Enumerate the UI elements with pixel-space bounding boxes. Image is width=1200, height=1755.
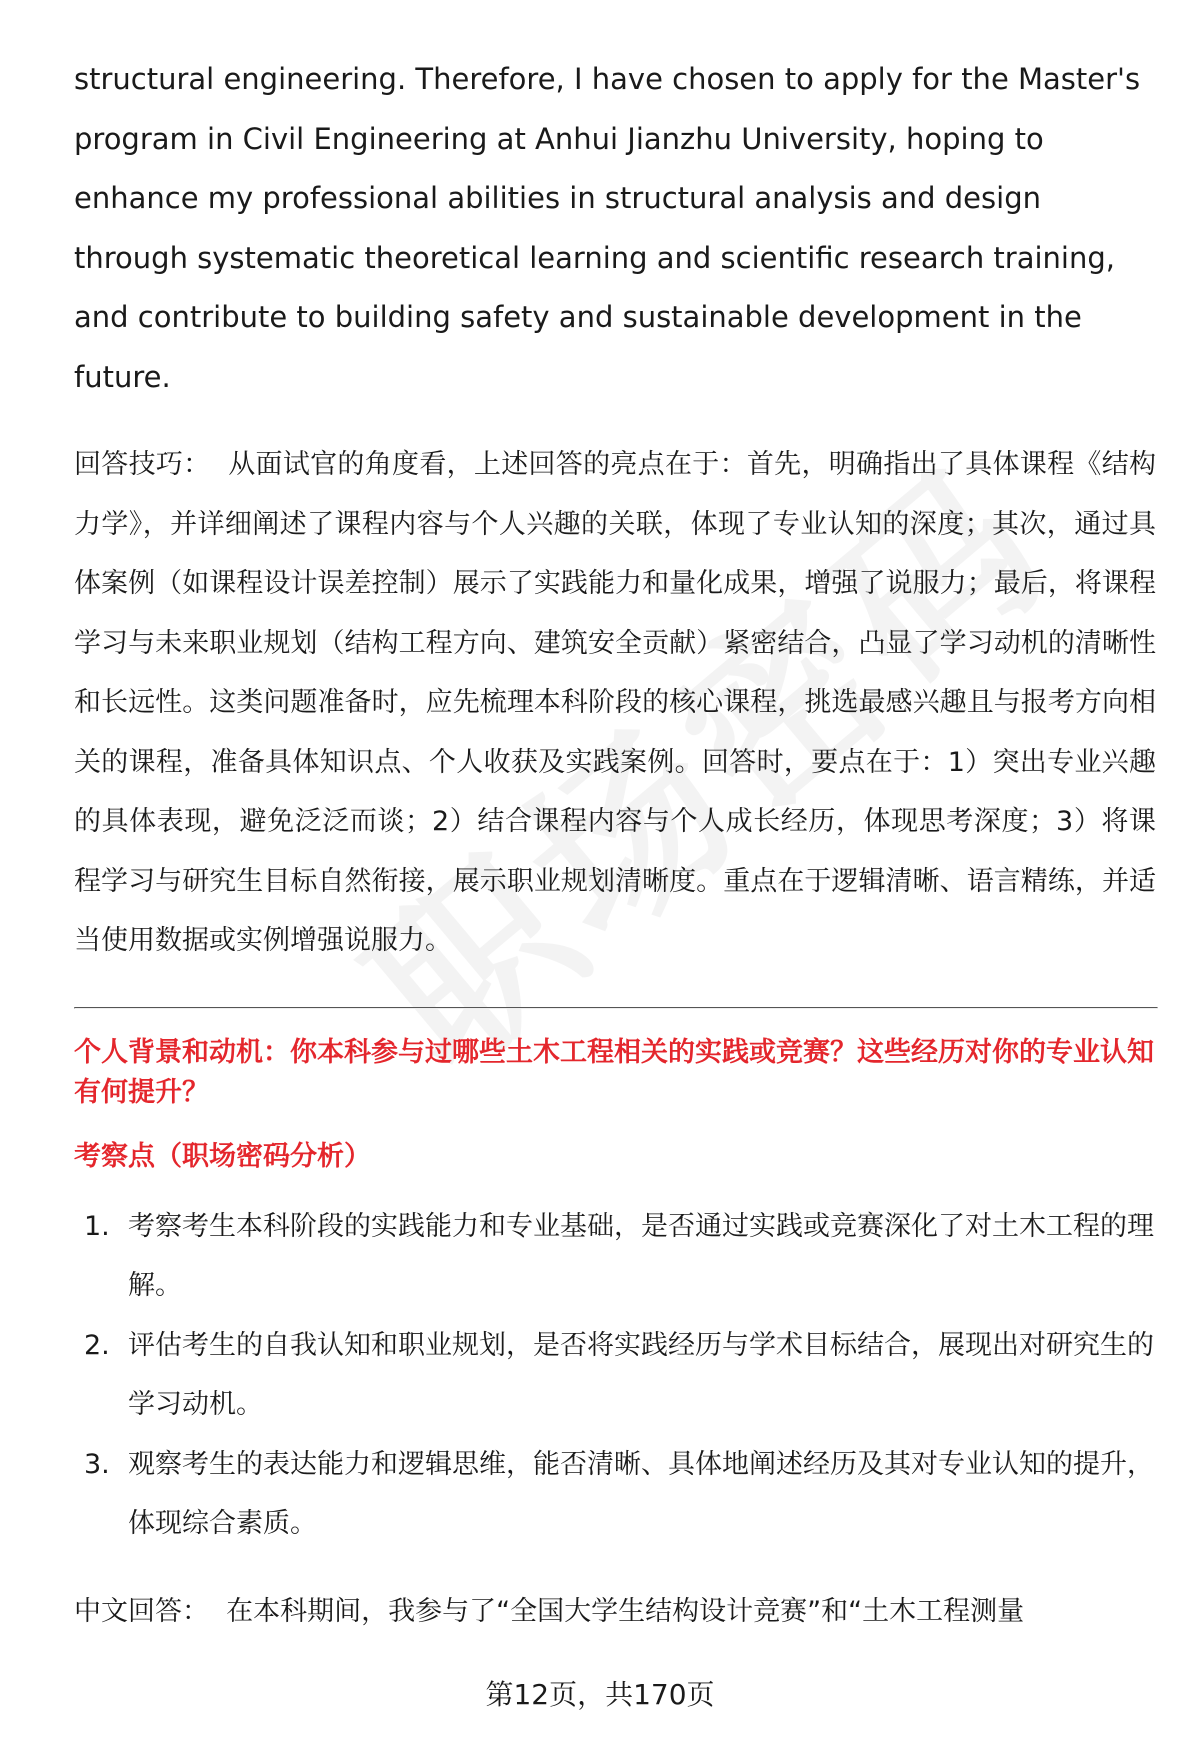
list-item-number: 3. bbox=[84, 1448, 110, 1480]
answer-tips-label: 回答技巧： bbox=[74, 449, 211, 480]
list-item bbox=[74, 1316, 1156, 1435]
spacer bbox=[74, 1554, 1156, 1582]
page-footer: 第12页，共170页 bbox=[485, 1678, 715, 1711]
assessment-heading: 考察点（职场密码分析） bbox=[74, 1140, 371, 1172]
list-item bbox=[74, 1435, 1156, 1554]
question-heading: 个人背景和动机：你本科参与过哪些土木工程相关的实践或竞赛？这些经历对你的专业认知有何提升？ bbox=[74, 1036, 1154, 1108]
spacer bbox=[74, 407, 1156, 435]
english-answer-paragraph: structural engineering. Therefore, I have chosen to apply for the Master's program in Civil Engineering at Anhui Jianzhu University, hoping to enhance my professional abilities in structural analysis and design through systematic theoretical learning and scientific research training, and contribute to building safety and sustainable development in the future. bbox=[74, 62, 1141, 394]
list-item-number: 2. bbox=[84, 1329, 110, 1361]
assessment-list bbox=[74, 1197, 1156, 1554]
chinese-answer-label: 中文回答： bbox=[74, 1595, 209, 1627]
spacer bbox=[74, 971, 1156, 1007]
spacer bbox=[74, 1009, 1156, 1033]
list-item bbox=[74, 1197, 1156, 1316]
list-item-text: 考察考生本科阶段的实践能力和专业基础，是否通过实践或竞赛深化了对土木工程的理解。 bbox=[128, 1210, 1154, 1301]
answer-tips-paragraph bbox=[74, 435, 1156, 971]
answer-tips-text: 从面试官的角度看，上述回答的亮点在于：首先，明确指出了具体课程《结构力学》，并详细阐述了课程内容与个人兴趣的关联，体现了专业认知的深度；其次，通过具体案例（如课程设计误差控制）展示了实践能力和量化成果，增强了说服力；最后，将课程学习与未来职业规划（结构工程方向、建筑安全贡献）紧密结合，凸显了学习动机的清晰性和长远性。这类问题准备时，应先梳理本科阶段的核心课程，挑选最感兴趣且与报考方向相关的课程，准备具体知识点、个人收获及实践案例。回答时，要点在于：1）突出专业兴趣的具体表现，避免泛泛而谈；2）结合课程内容与个人成长经历，体现思考深度；3）将课程学习与研究生目标自然衔接，展示职业规划清晰度。重点在于逻辑清晰、语言精练，并适当使用数据或实例增强说服力。 bbox=[74, 449, 1157, 956]
list-item-text: 评估考生的自我认知和职业规划，是否将实践经历与学术目标结合，展现出对研究生的学习动机。 bbox=[128, 1329, 1154, 1420]
list-item-number: 1. bbox=[84, 1210, 110, 1242]
spacer bbox=[74, 1177, 1156, 1197]
chinese-answer-text: 在本科期间，我参与了“全国大学生结构设计竞赛”和“土木工程测量 bbox=[226, 1595, 1025, 1627]
chinese-answer-paragraph bbox=[74, 1582, 1156, 1642]
document-page bbox=[74, 50, 1156, 1641]
spacer bbox=[74, 1113, 1156, 1137]
list-item-text: 观察考生的表达能力和逻辑思维，能否清晰、具体地阐述经历及其对专业认知的提升，体现综合素质。 bbox=[128, 1448, 1154, 1539]
